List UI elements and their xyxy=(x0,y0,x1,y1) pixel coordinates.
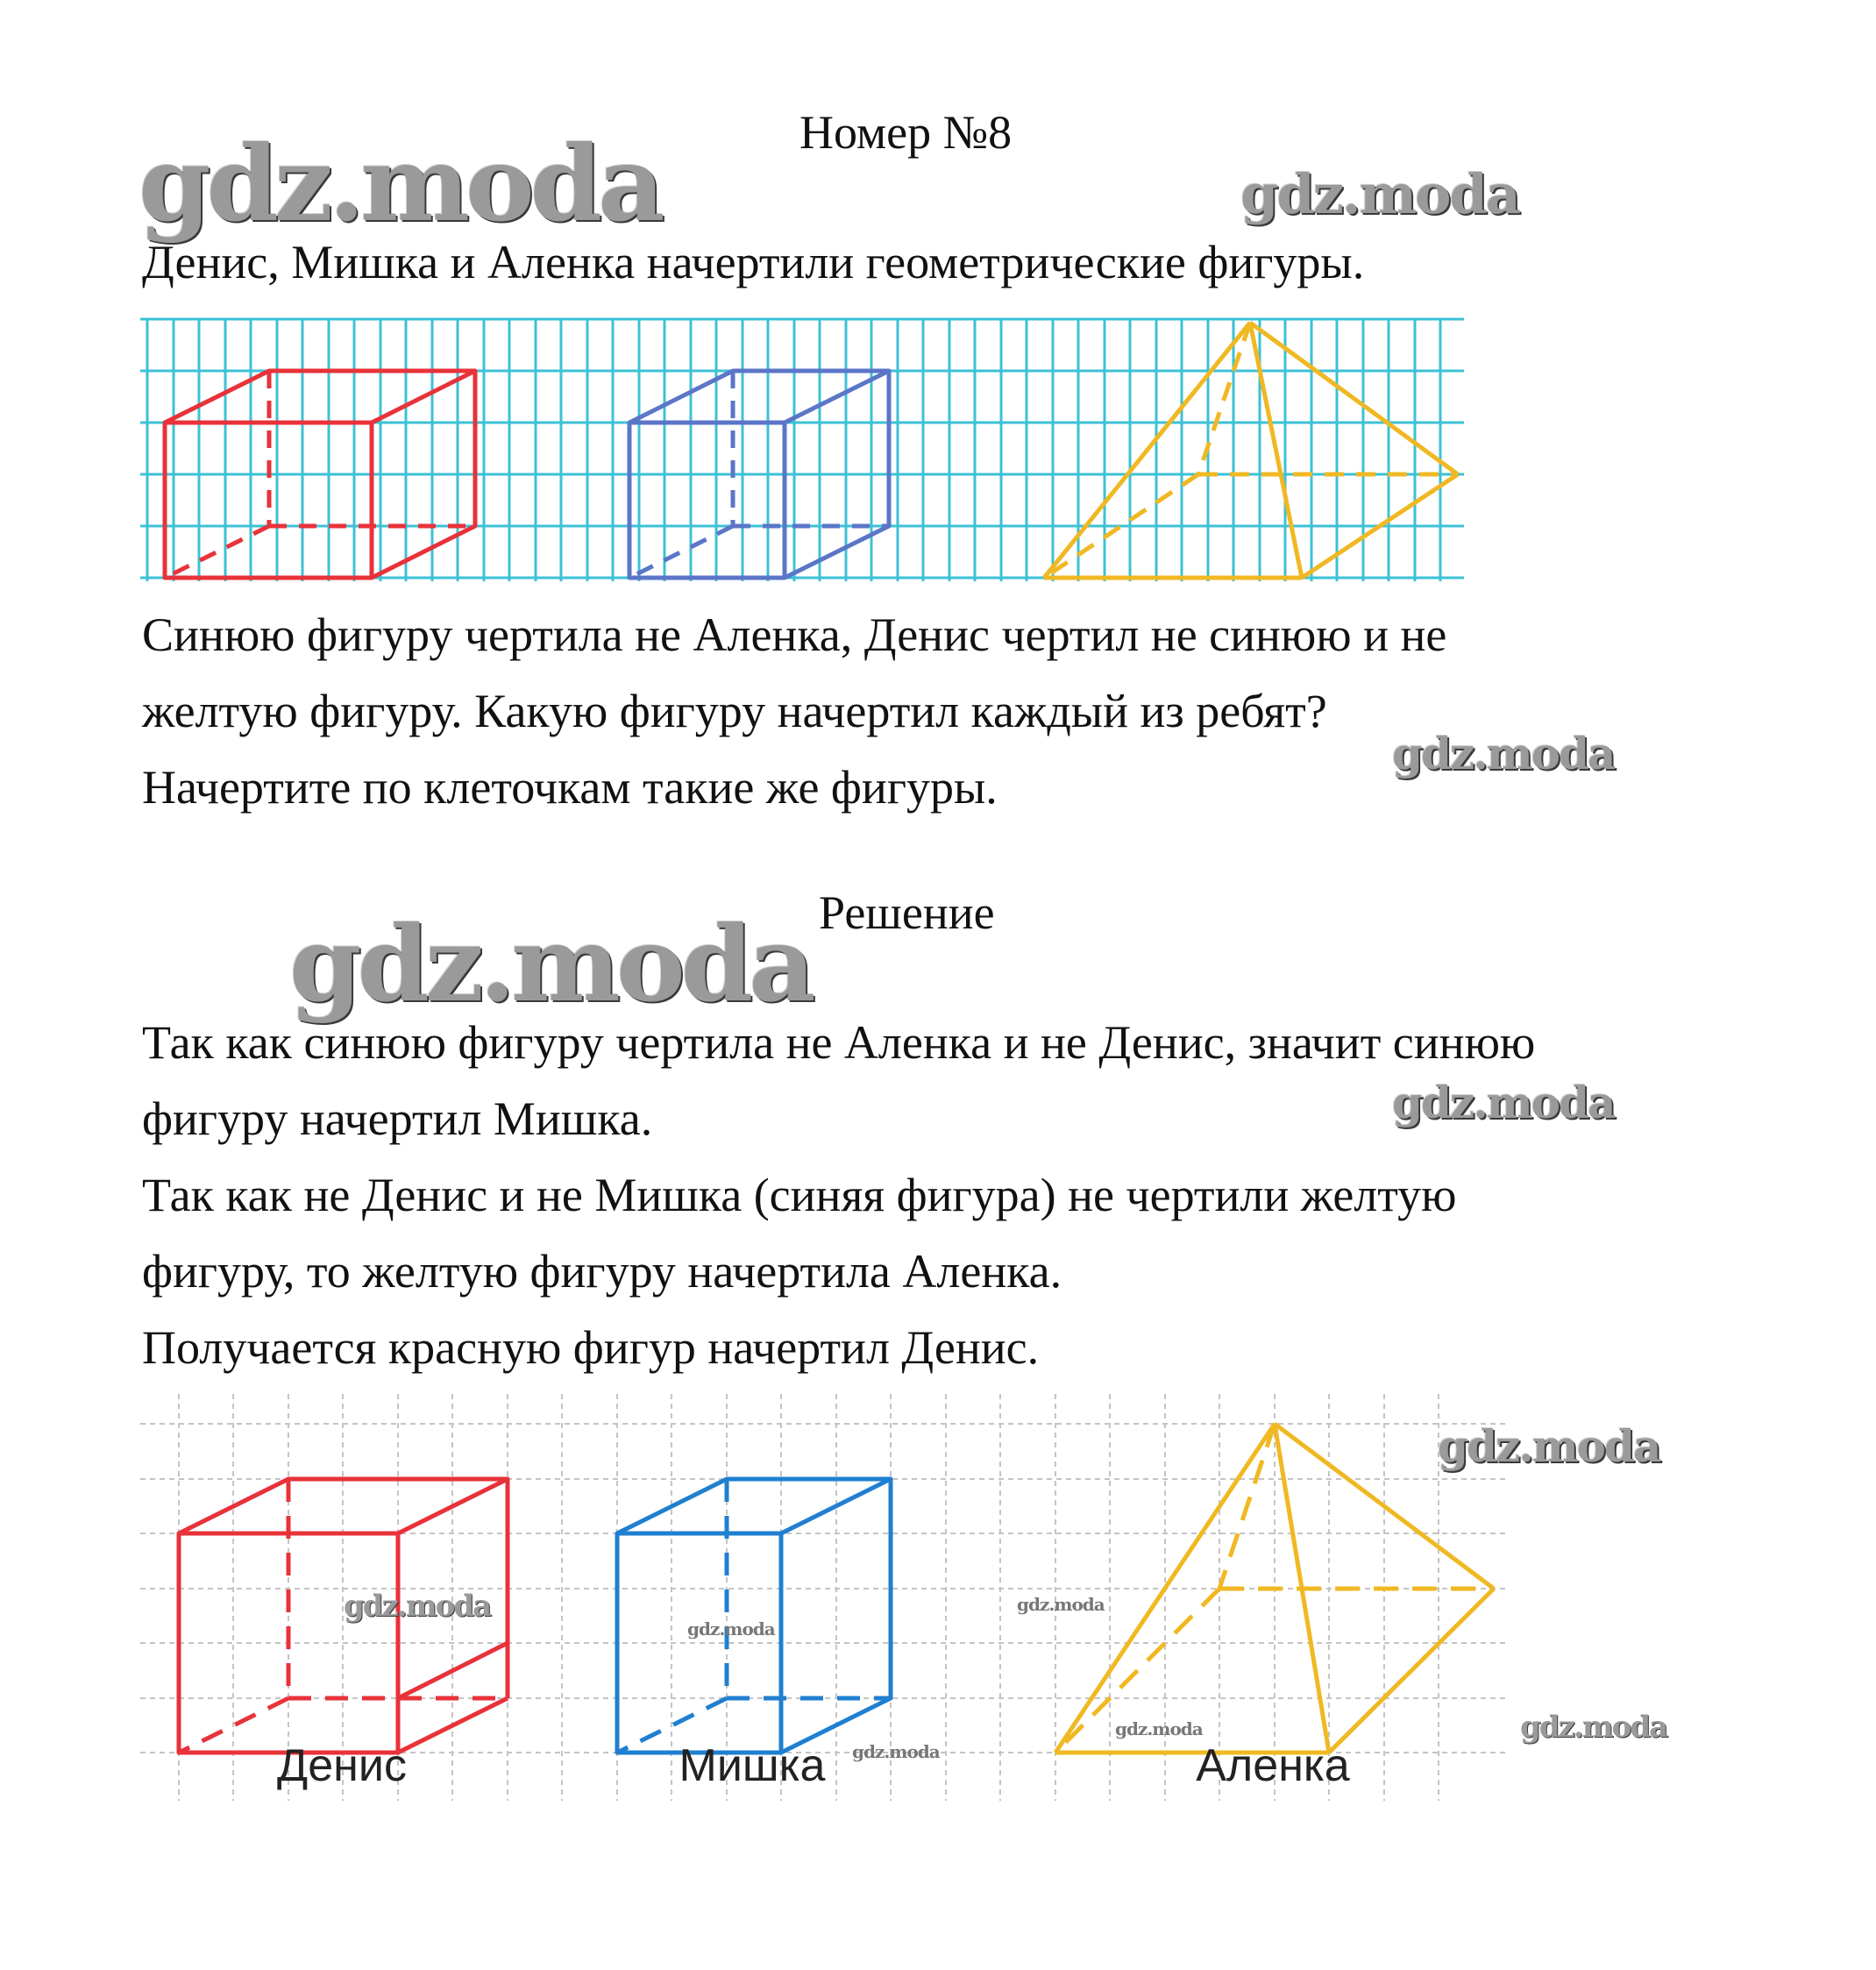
solution-line: Так как синюю фигуру чертила не Аленка и не Денис, значит синюю xyxy=(142,1016,1536,1069)
watermark: gdz.moda xyxy=(1240,162,1519,226)
solution-line: Так как не Денис и не Мишка (синяя фигура) не чертили желтую xyxy=(142,1169,1457,1221)
label-alenka: Аленка xyxy=(1196,1740,1350,1791)
question-line: Синюю фигуру чертила не Аленка, Денис чертил не синюю и не xyxy=(142,608,1447,661)
watermark: gdz.moda xyxy=(1017,1594,1105,1615)
label-mishka: Мишка xyxy=(679,1740,826,1791)
watermark: gdz.moda xyxy=(852,1741,940,1762)
problem-title: Номер №8 xyxy=(799,106,1013,159)
problem-statement: Денис, Мишка и Аленка начертили геометрические фигуры. xyxy=(142,236,1365,288)
watermark: gdz.moda xyxy=(289,903,812,1025)
yellow-pyramid-icon xyxy=(1044,323,1458,578)
watermark: gdz.moda xyxy=(1115,1718,1203,1739)
watermark: gdz.moda xyxy=(1438,1420,1660,1472)
watermark: gdz.moda xyxy=(1392,728,1615,779)
watermark: gdz.moda xyxy=(1392,1077,1615,1128)
grid-lines xyxy=(140,319,1464,581)
question-line: Начертите по клеточкам такие же фигуры. xyxy=(142,761,998,814)
solution-line: фигуру, то желтую фигуру начертила Аленка. xyxy=(142,1245,1062,1298)
problem-figures xyxy=(140,314,1464,594)
watermark: gdz.moda xyxy=(687,1618,775,1639)
label-denis: Денис xyxy=(277,1740,407,1791)
solution-text xyxy=(142,1005,1535,1386)
blue-cube-icon xyxy=(617,1479,891,1753)
watermark: gdz.moda xyxy=(139,123,661,245)
question-line: желтую фигуру. Какую фигуру начертил каждый из ребят? xyxy=(142,685,1327,737)
solution-line: Получается красную фигур начертил Денис. xyxy=(142,1321,1040,1374)
solution-title: Решение xyxy=(819,886,995,939)
watermark: gdz.moda xyxy=(1520,1710,1667,1745)
watermark: gdz.moda xyxy=(344,1589,491,1624)
solution-line: фигуру начертил Мишка. xyxy=(142,1092,653,1145)
problem-question xyxy=(142,597,1446,826)
